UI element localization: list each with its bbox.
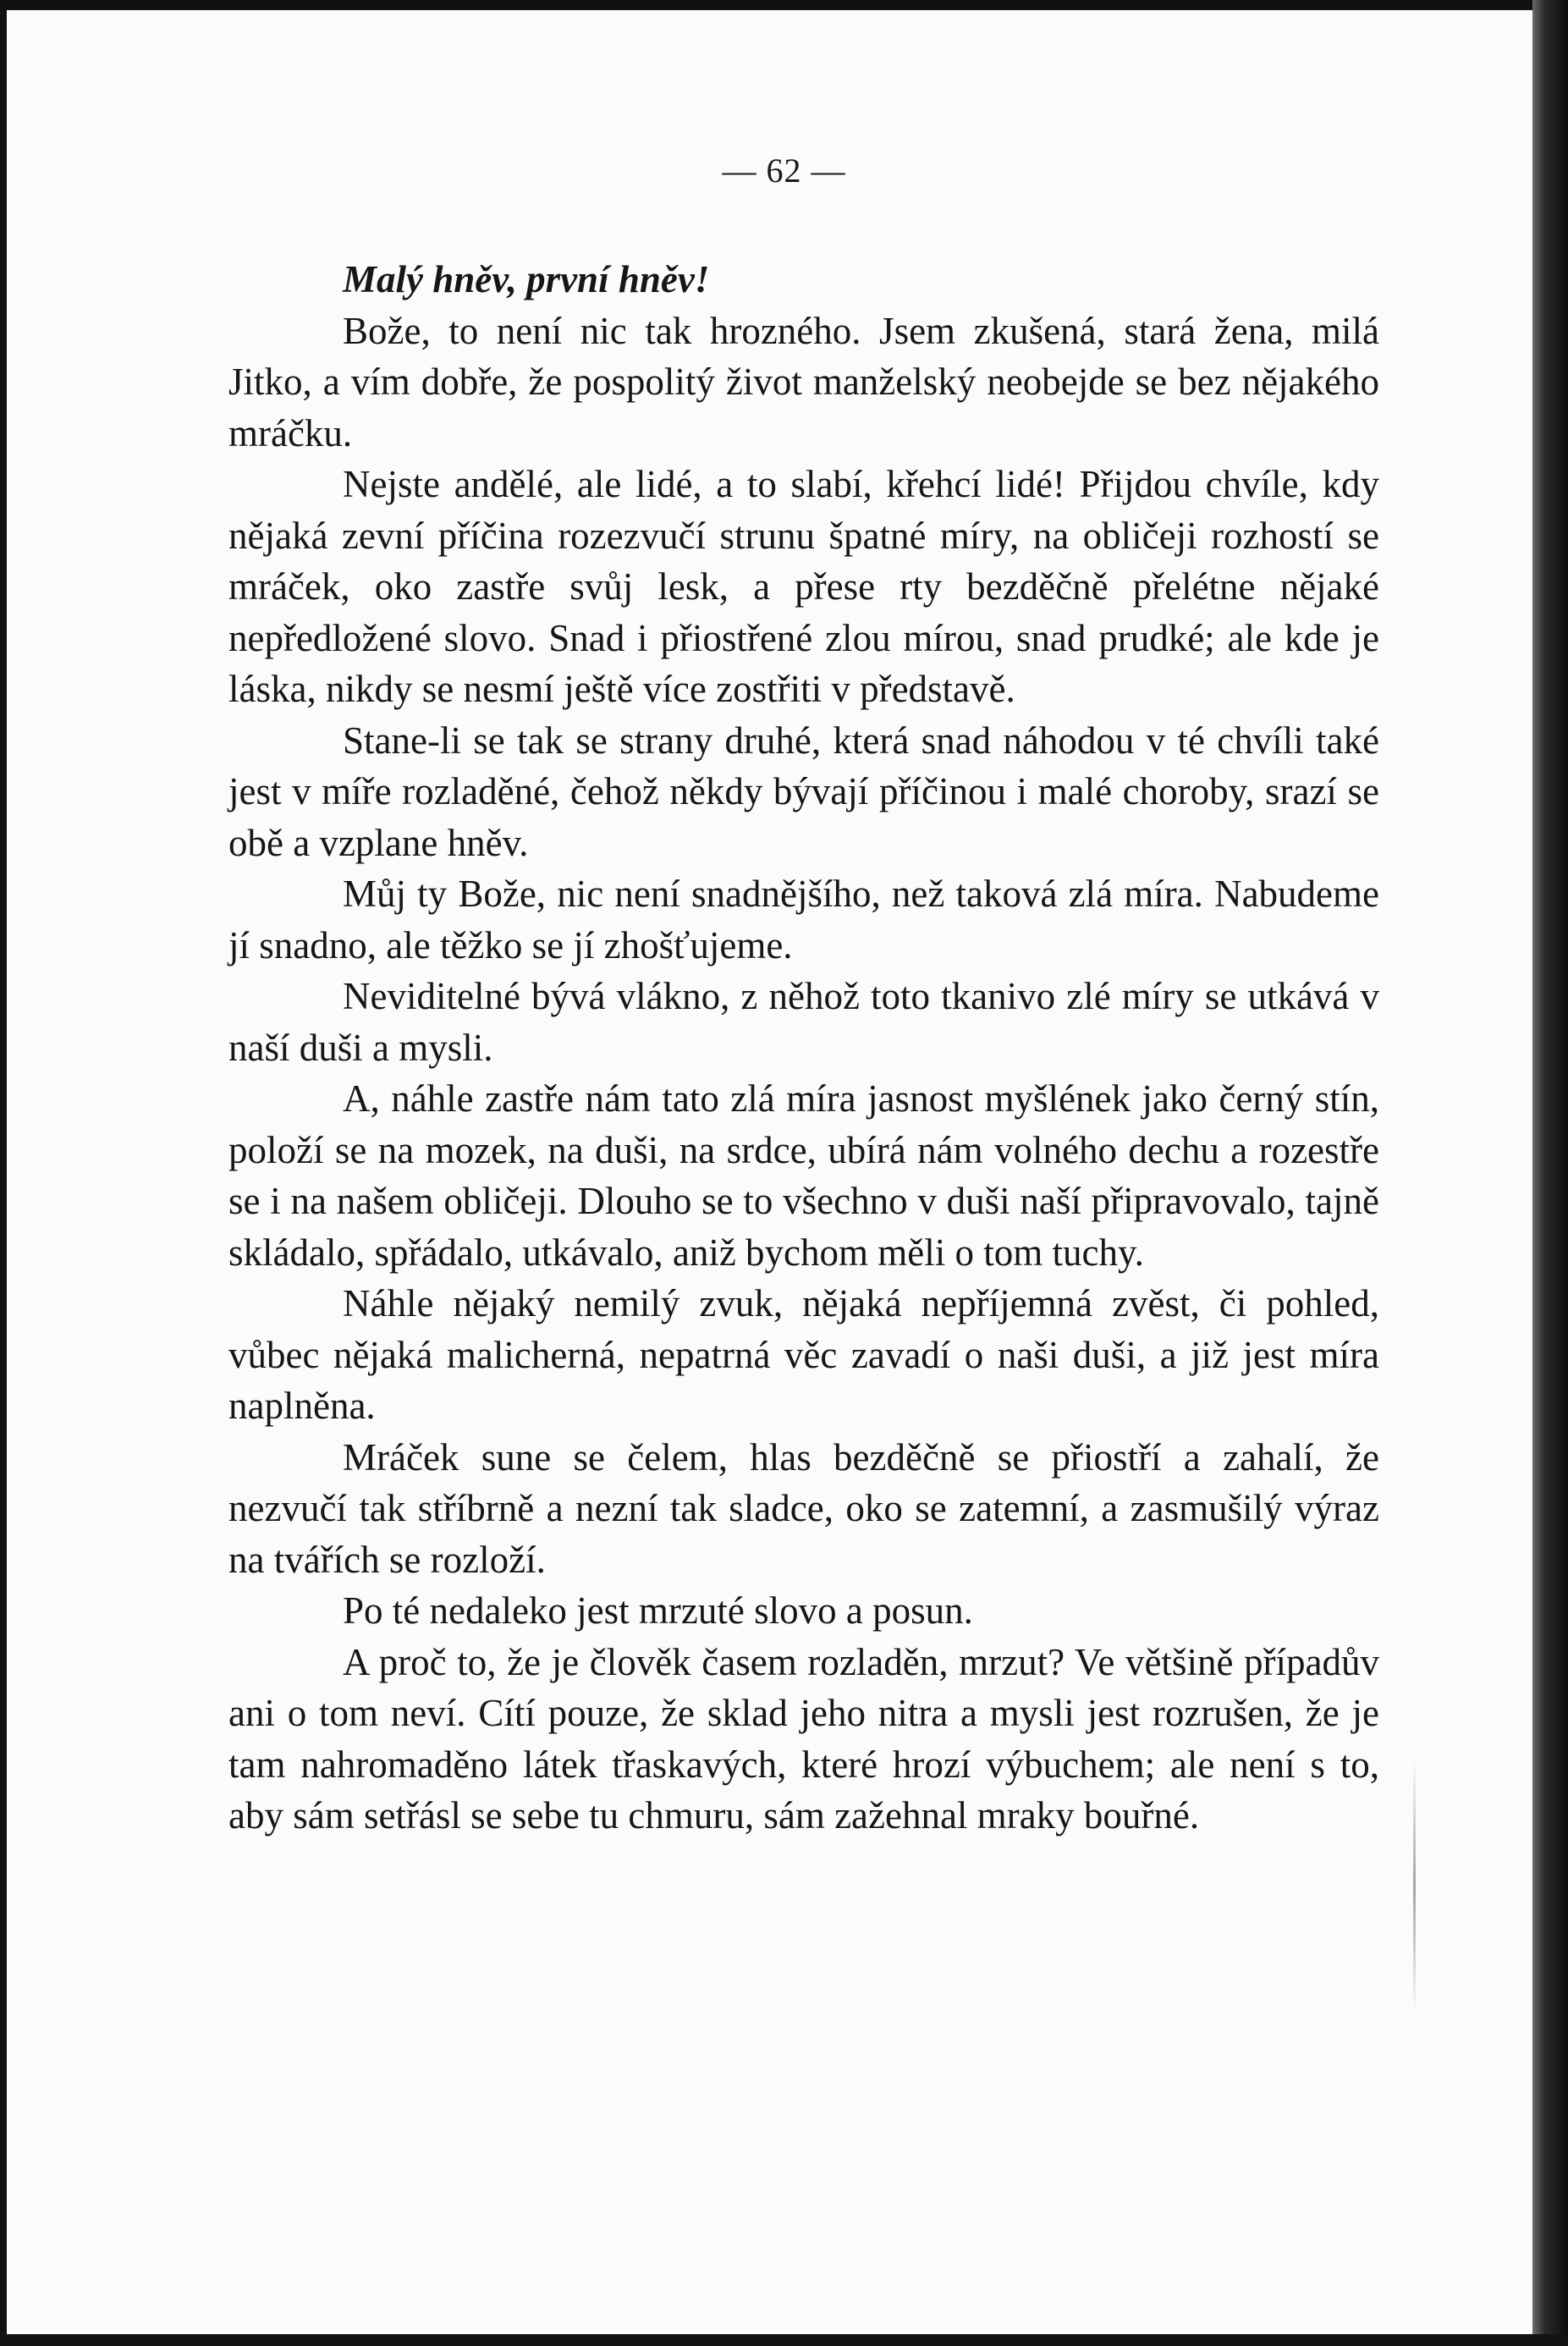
paragraph: Stane-li se tak se strany druhé, která snad náhodou v té chvíli také jest v míře rozladěné, čehož někdy bývají příčinou i malé choroby, srazí se obě a vzplane hněv. [228, 719, 1379, 864]
scan-edge-left [0, 0, 7, 2346]
section-heading: Malý hněv, první hněv! [343, 258, 710, 300]
scan-edge-top [0, 0, 1568, 10]
paragraph: Náhle nějaký nemilý zvuk, nějaká nepříjemná zvěst, či pohled, vůbec nějaká malicherná, nepatrná věc zavadí o naši duši, a již jest míra naplněna. [228, 1282, 1379, 1427]
paragraph: Nejste andělé, ale lidé, a to slabí, křehcí lidé! Přijdou chvíle, kdy nějaká zevní příčina rozezvučí strunu špatné míry, na obličeji rozhostí se mráček, oko zastře svůj lesk, a přese rty bezděčně přelétne nějaké nepředložené slovo. Snad i přiostřené zlou mírou, snad prudké; ale kde je láska, nikdy se nesmí ještě více zostřiti v představě. [228, 463, 1379, 710]
scan-scratch [1413, 1760, 1416, 2014]
paragraph: A proč to, že je člověk časem rozladěn, mrzut? Ve většině případův ani o tom neví. Cítí pouze, že sklad jeho nitra a mysli jest rozrušen, že je tam nahromaděno látek třaskavých, které hrozí výbuchem; ale není s to, aby sám setřásl se sebe tu chmuru, sám zažehnal mraky bouřné. [228, 1640, 1379, 1837]
scan-edge-right [1532, 0, 1568, 2346]
paragraph: Neviditelné bývá vlákno, z něhož toto tkanivo zlé míry se utkává v naší duši a mysli. [228, 975, 1379, 1069]
page-number: — 62 — [722, 151, 846, 190]
body-text [228, 254, 1379, 1842]
paragraph: Můj ty Bože, nic není snadnějšího, než taková zlá míra. Nabudeme jí snadno, ale těžko se jí zhošťujeme. [228, 873, 1379, 966]
scan-edge-bottom [0, 2334, 1568, 2346]
paragraph: Po té nedaleko jest mrzuté slovo a posun. [343, 1589, 973, 1632]
paragraph: Bože, to není nic tak hrozného. Jsem zkušená, stará žena, milá Jitko, a vím dobře, že pospolitý život manželský neobejde se bez nějakého mráčku. [228, 309, 1379, 454]
paragraph: Mráček sune se čelem, hlas bezděčně se přiostří a zahalí, že nezvučí tak stříbrně a nezní tak sladce, oko se zatemní, a zasmušilý výraz na tvářích se rozloží. [228, 1435, 1379, 1581]
paragraph: A, náhle zastře nám tato zlá míra jasnost myšlének jako černý stín, položí se na mozek, na duši, na srdce, ubírá nám volného dechu a rozestře se i na našem obličeji. Dlouho se to všechno v duši naší připravovalo, tajně skládalo, spřádalo, utkávalo, aniž bychom měli o tom tuchy. [228, 1077, 1379, 1274]
